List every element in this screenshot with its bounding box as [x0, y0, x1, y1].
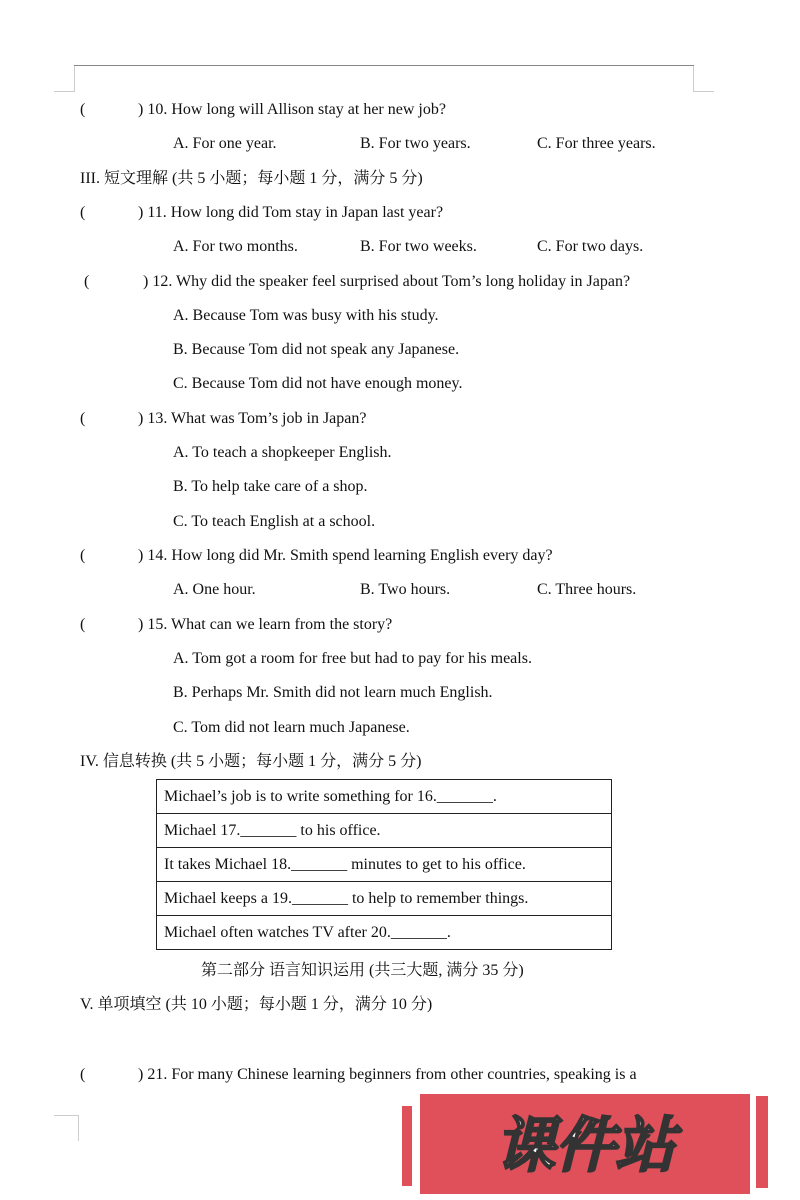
table-row: [157, 814, 612, 848]
section-3-heading: III. 短文理解 (共 5 小题；每小题 1 分，满分 5 分): [80, 170, 423, 187]
section-5-heading: V. 单项填空 (共 10 小题；每小题 1 分，满分 10 分): [80, 996, 433, 1013]
option-b: B. Because Tom did not speak any Japanese.: [173, 341, 460, 358]
watermark-stamp: [402, 1092, 768, 1196]
question-11: ) 11. How long did Tom stay in Japan last year?: [138, 204, 444, 221]
option-a: A. To teach a shopkeeper English.: [173, 444, 392, 461]
question-14: ) 14. How long did Mr. Smith spend learning English every day?: [138, 547, 553, 564]
answer-paren: (: [80, 204, 86, 221]
table-cell: Michael keeps a 19._______ to help to remember things.: [157, 882, 612, 916]
part-2-heading: 第二部分 语言知识运用 (共三大题, 满分 35 分): [201, 962, 524, 979]
answer-paren: (: [80, 101, 86, 118]
question-12: ) 12. Why did the speaker feel surprised about Tom’s long holiday in Japan?: [143, 273, 631, 290]
answer-paren: (: [80, 1066, 86, 1083]
question-21: ) 21. For many Chinese learning beginners from other countries, speaking is a: [138, 1066, 637, 1083]
option-a: A. One hour.: [173, 581, 256, 598]
table-row: [157, 882, 612, 916]
answer-paren: (: [84, 273, 90, 290]
question-15: ) 15. What can we learn from the story?: [138, 616, 393, 633]
answer-paren: (: [80, 547, 86, 564]
table-row: [157, 916, 612, 950]
option-b: B. For two weeks.: [360, 238, 477, 255]
table-cell: Michael often watches TV after 20._______.: [157, 916, 612, 950]
option-a: A. For two months.: [173, 238, 298, 255]
page-header-rule: [74, 65, 694, 66]
question-10: ) 10. How long will Allison stay at her new job?: [138, 101, 446, 118]
option-b: B. For two years.: [360, 135, 471, 152]
option-c: C. For two days.: [537, 238, 644, 255]
table-cell: Michael’s job is to write something for 16._______.: [157, 780, 612, 814]
crop-mark: [74, 66, 75, 92]
answer-paren: (: [80, 616, 86, 633]
option-b: B. To help take care of a shop.: [173, 478, 368, 495]
question-13: ) 13. What was Tom’s job in Japan?: [138, 410, 367, 427]
svg-text:课件站: 课件站: [495, 1111, 675, 1181]
crop-mark: [694, 91, 714, 92]
info-table: [156, 779, 612, 950]
table-cell: Michael 17._______ to his office.: [157, 814, 612, 848]
option-b: B. Two hours.: [360, 581, 451, 598]
crop-mark: [54, 1115, 78, 1116]
option-c: C. To teach English at a school.: [173, 513, 376, 530]
crop-mark: [54, 91, 74, 92]
crop-mark: [78, 1115, 79, 1141]
option-b: B. Perhaps Mr. Smith did not learn much English.: [173, 684, 493, 701]
table-cell: It takes Michael 18._______ minutes to get to his office.: [157, 848, 612, 882]
section-4-heading: IV. 信息转换 (共 5 小题；每小题 1 分，满分 5 分): [80, 753, 422, 770]
table-row: [157, 780, 612, 814]
option-a: A. Tom got a room for free but had to pay for his meals.: [173, 650, 532, 667]
option-c: C. Three hours.: [537, 581, 637, 598]
answer-paren: (: [80, 410, 86, 427]
option-a: A. Because Tom was busy with his study.: [173, 307, 439, 324]
table-row: [157, 848, 612, 882]
option-c: C. Tom did not learn much Japanese.: [173, 719, 410, 736]
option-c: C. For three years.: [537, 135, 656, 152]
crop-mark: [693, 66, 694, 92]
option-a: A. For one year.: [173, 135, 277, 152]
option-c: C. Because Tom did not have enough money.: [173, 375, 463, 392]
